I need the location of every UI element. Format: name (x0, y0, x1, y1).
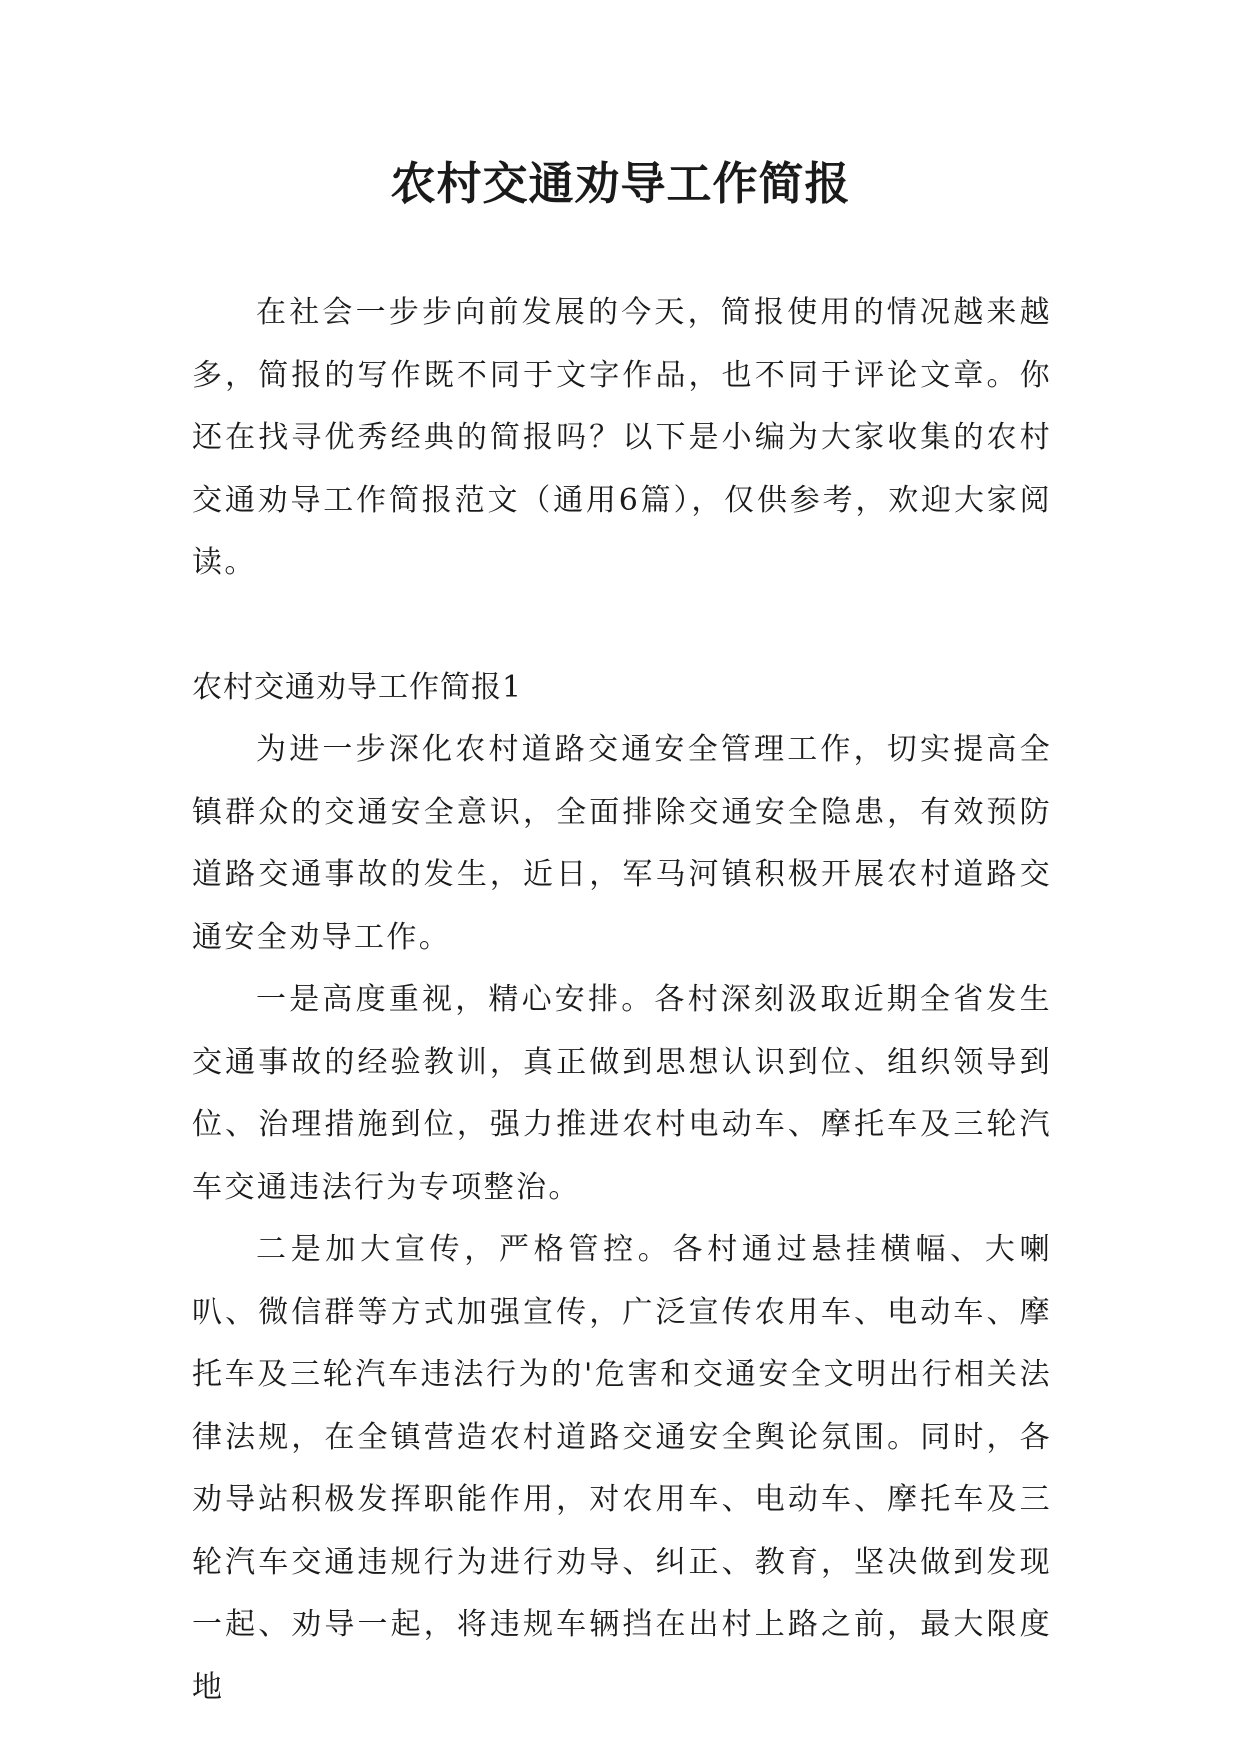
body-paragraph-3: 二是加大宣传，严格管控。各村通过悬挂横幅、大喇叭、微信群等方式加强宣传，广泛宣传农用车、电动车、摩托车及三轮汽车违法行为的'危害和交通安全文明出行相关法律法规，在全镇营造农村道路交通安全舆论氛围。同时，各劝导站积极发挥职能作用，对农用车、电动车、摩托车及三轮汽车交通违规行为进行劝导、纠正、教育，坚决做到发现一起、劝导一起，将违规车辆挡在出村上路之前，最大限度地 (192, 1232, 1052, 1705)
document-body (192, 282, 1052, 1719)
intro-paragraph: 在社会一步步向前发展的今天，简报使用的情况越来越多，简报的写作既不同于文字作品，也不同于评论文章。你还在找寻优秀经典的简报吗？以下是小编为大家收集的农村交通劝导工作简报范文（通用6篇），仅供参考，欢迎大家阅读。 (192, 295, 1052, 580)
document-title: 农村交通劝导工作简报 (390, 157, 851, 210)
section-heading: 农村交通劝导工作简报1 (192, 669, 523, 705)
body-paragraph-2: 一是高度重视，精心安排。各村深刻汲取近期全省发生交通事故的经验教训，真正做到思想认识到位、组织领导到位、治理措施到位，强力推进农村电动车、摩托车及三轮汽车交通违法行为专项整治。 (192, 982, 1052, 1205)
body-paragraph-1: 为进一步深化农村道路交通安全管理工作，切实提高全镇群众的交通安全意识，全面排除交通安全隐患，有效预防道路交通事故的发生，近日，军马河镇积极开展农村道路交通安全劝导工作。 (192, 732, 1052, 955)
